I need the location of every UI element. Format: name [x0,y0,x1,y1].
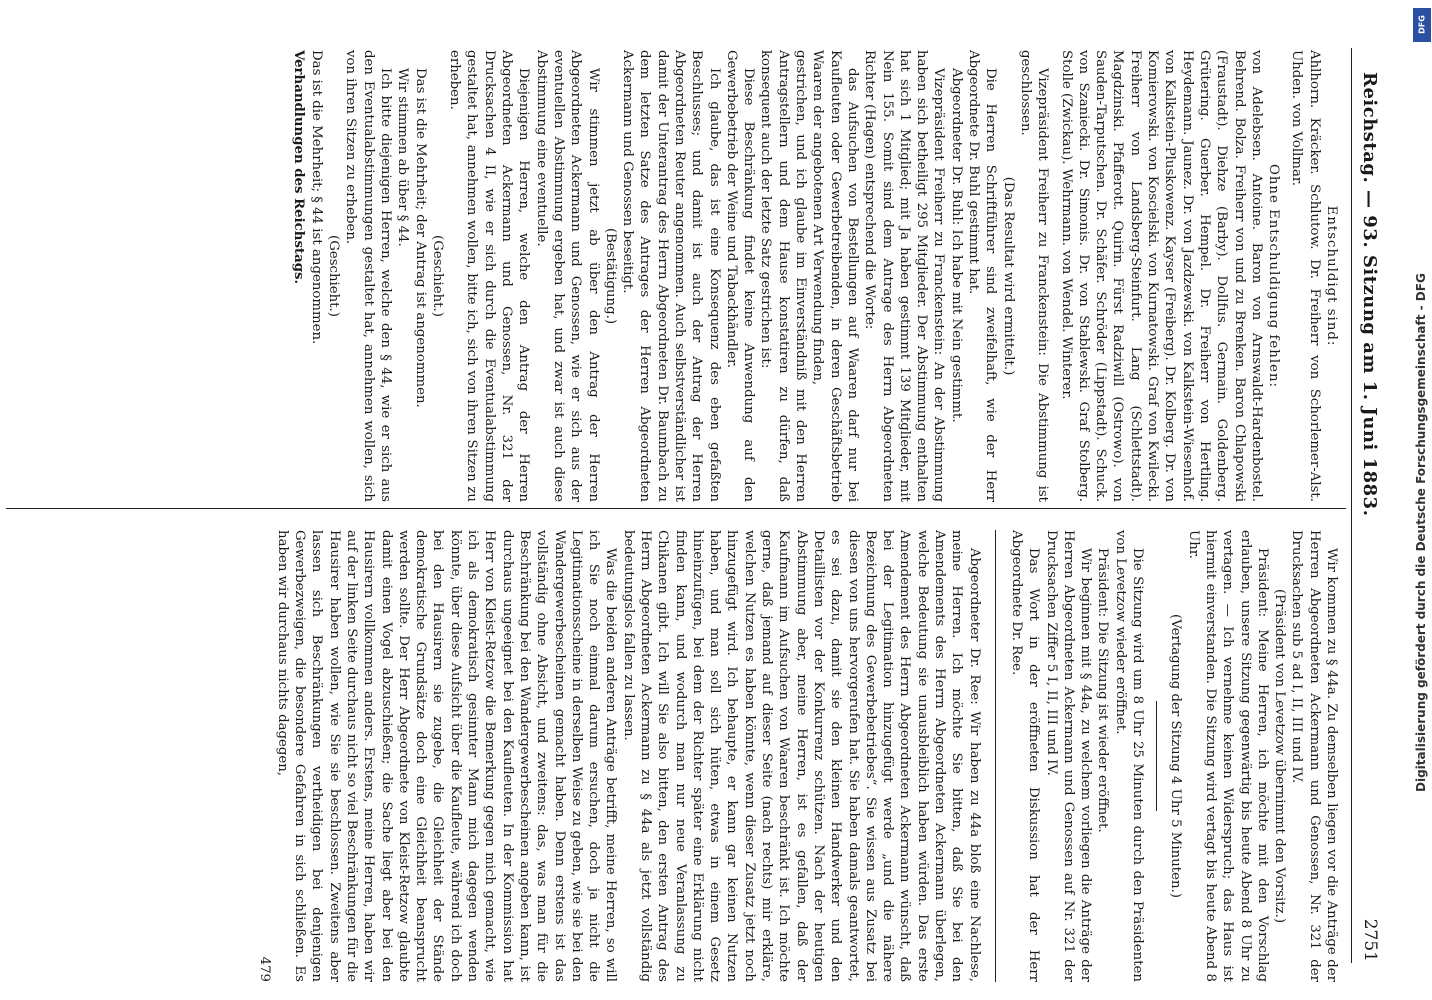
page-number: 2751 [1360,918,1380,962]
absent-heading: Ohne Entschuldigung fehlen: [1266,163,1282,389]
stage-direction: (Geschieht.) [326,235,342,317]
paragraph: Das ist die Mehrheit; § 44 ist angenommen. [308,50,324,345]
signature-mark: 479 [257,956,273,982]
paragraph: Die Sitzung wird um 8 Uhr 25 Minuten durch den Präsidenten von Levetzow wieder eröffnet. [1112,530,1146,982]
paragraph: Diejenigen Herren, welche den Antrag der Herren Abgeordneten Ackermann und Genossen, Nr. 321 der Drucksachen 4 II, wie er sich durch die Eventualabstimmung gestaltet hat, annehmen wollen, bitte ich, sich von ihren Sitzen zu erheben. [447,50,532,502]
paragraph: Was die beiden anderen Anträge betrifft, meine Herren, so will ich Sie noch einmal darum ersuchen, doch ja nicht die Legitimationsscheine in derselben Weise zu geben, wie sie bei den Wandergewerbescheinen gemacht haben. Denn erstens ist das vollständig ohne Absicht, und zweitens: das, was man für die Beschränkung bei den Wandergewerbescheinen angeben kann, ist durchaus ungeeignet bei den Kaufleuten. In der Kommission hat Herr von Kleist-Retzow die Bemerkung gegen mich gemacht, wie ich als demokratisch gesinnter Mann mich dagegen wenden könnte, über diese Aufsicht über die Kaufleute, während ich doch bei den Hausirern sie zugebe, die Gleichheit der Stände demokratische Grundsätze doch eine Gleichheit beansprucht werden sollte. Der Herr Abgeordnete von Kleist-Retzow glaubte damit einen Vogel abzuschießen; die Sache liegt aber bei den Hausirern vollkommen anders. Erstens, meine Herren, haben wir auf der linken Seite durchaus nicht so viel Beschränkungen für die Hausirer haben wollen, wie Sie sie beschlossen. Zweitens aber lassen sich Beschränkungen vertheidigen bei denjenigen Gewerbezweigen, die besondere Gefahren in sich schließen. Es haben wir durchaus nichts dagegen, [274,530,619,982]
paragraph: Vizepräsident Freiherr zu Franckenstein: An der Abstimmung haben sich betheiligt 295 Mitglieder. Der Abstimmung enthalten hat sich 1 Mitglied; mit Ja haben gestimmt 139 Mitglieder, mit Nein 155. Somit sind dem Antrage des Herrn Abgeordneten Richter (Hagen) entsprechend die Worte: [862,50,947,502]
stage-direction: (Das Resultat wird ermittelt.) [1000,176,1016,376]
left-column [10,50,1340,502]
paragraph: Wir kommen zu § 44a. Zu demselben liegen vor die Anträge der Herren Abgeordneten Ackermann und Genossen, Nr. 321 der Drucksachen sub 5 ad I, II, III und IV. [1289,530,1339,982]
right-column [10,530,1340,982]
header-rule [1351,48,1352,963]
header-title: Reichstag. — 93. Sitzung am 1. Juni 1883. [1359,72,1380,517]
paragraph: Ich bitte diejenigen Herren, welche den § 44, wie er sich aus den Eventualabstimmungen gestaltet hat, annehmen wollen, sich von ihren Sitzen zu erheben. [343,50,393,502]
dfg-logo-text: DFG [1417,15,1427,34]
stage-direction: (Geschieht.) [429,235,445,317]
excused-names: Ahlhorn. Kräcker. Schlutow. Dr. Freiherr von Schorlemer-Alst. Uhden. von Vollmar. [1289,50,1322,502]
paragraph: Die Herren Schriftführer sind zweifelhaft, wie der Herr Abgeordnete Dr. Buhl gestimmt hat. [966,50,999,502]
stage-direction: (Bestätigung.) [602,227,618,325]
section-rule [1156,701,1157,811]
paragraph: Wir stimmen ab über § 44. [395,68,411,247]
paragraph: Vizepräsident Freiherr zu Franckenstein: Die Abstimmung ist geschlossen. [1017,50,1051,502]
running-header [1354,72,1384,962]
paragraph: Wir beginnen mit § 44a, zu welchem vorliegen die Anträge der Herren Abgeordneten Ackermann und Genossen auf Nr. 321 der Drucksachen Ziffer 5 I, II, III und IV. [1043,530,1094,982]
stage-direction: (Vertagung der Sitzung 4 Uhr 5 Minuten.) [1168,614,1184,898]
paragraph: Abgeordneter Dr. Buhl: Ich habe mit Nein gestimmt. [948,68,964,423]
credit-text: Digitalisierung gefördert durch die Deutsche Forschungsgemeinschaft - DFG [1414,273,1428,792]
paragraph: gestrichen, und ich glaube im Einverständniß mit den Herren Antragstellern und dem Hause konstatiren zu dürfen, daß konsequent auch der letzte Satz gestrichen ist: [758,50,809,502]
quoted-text: Diese Beschränkung findet keine Anwendung auf den Gewerbebetrieb der Weine und Tabackhändler. [723,50,757,502]
dfg-logo [1413,8,1431,42]
column-divider [6,508,1346,509]
section-rule [995,530,996,982]
digitization-credit [1410,0,1432,1000]
excused-heading: Entschuldigt sind: [1324,205,1339,347]
paragraph: Das ist die Mehrheit; der Antrag ist angenommen. [412,68,428,408]
page-footer: Verhandlungen des Reichstags. [291,50,307,285]
paragraph: Abgeordneter Dr. Ree: Wir haben zu 44a bloß eine Nachlese, meine Herren. Ich möchte Sie bitten, daß Sie bei den Amendements des Herrn Abgeordneten Ackermann überlegen, welche Bedeutung sie unausbleiblich haben würden. Das erste Amendement des Herrn Abgeordneten Ackermann wünscht, daß bei der Legitimation hinzugefügt werde „und die nähere Bezeichnung des Gewerbebetriebes“. Sie wissen aus Zusatz bei diesen von uns hervorgerufen hat. Sie haben damals geantwortet, es sei dazu, damit sie den kleinen Handwerker und den Detaillisten vor der Konkurrenz schützen. Nach der heutigen Abstimmung aber, meine Herren, ist es gefallen, daß der Kaufmann im Aufsuchen von Waaren beschränkt ist. Ich möchte gerne, daß jemand auf dieser Seite (nach rechts) mir erkläre, welchen Nutzen es haben könnte, wenn dieser Zusatz jetzt noch hinzugefügt wird. Ich behaupte, er kann gar keinen Nutzen haben, und man soll sich hüten, etwas in einem Gesetz hineinzufügen, bei dem der Richter später eine Erklärung nicht finden kann, und wodurch man nur neue Veranlassung zu Chikanen gibt. Ich will Sie also bitten, den ersten Antrag des Herrn Abgeordneten Ackermann zu § 44a als jetzt vollständig bedeutungslos fallen zu lassen. [620,530,982,982]
absent-names: von Adelebsen. Antoine. Baron von Arnswaldt-Hardenbostel. Behrend. Bolza. Freiherr von und zu Brenken. Baron Chlapowski (Fraustadt). Diehze (Barby). Dollfus. Germain. Goldenberg. Grütering. Guerber. Hempel. Dr. Freiherr von Hertling. Heydemann. Jaunez. Dr. von Jazdzewski. von Kalkstein-Wiesenhof. von Kalkstein-Pluskowenz. Kayser (Freiberg). Dr. Kolberg. Dr. von Komierowski. von Koscielski. von Kurnatowski. Graf von Kwilecki. Freiherr von Landsberg-Steinfurt. Lang (Schlettstadt). Magdzinski. Pfafferott. Quirin. Fürst Radziwill (Ostrowo). von Sauden-Tarputschen. Dr. Schäfer. Schröder (Lippstadt). Schuck. von Szaniecki. Dr. Simonis. Dr. von Stablewski. Graf Stolberg. Stolle (Zwickau). Wehrmann. von Wendel. Winterer. [1058,50,1264,502]
paragraph: Wir stimmen jetzt ab über den Antrag der Herren Abgeordneten Ackermann und Genossen, wie er sich aus der eventuellen Abstimmung ergeben hat, und zwar ist auch diese Abstimmung eine eventuelle. [533,50,601,502]
paragraph: Das Wort in der eröffneten Diskussion hat der Herr Abgeordnete Dr. Ree. [1008,530,1042,982]
paragraph: Ich glaube, das ist eine Konsequenz des eben gefaßten Beschlusses; und damit ist auch der Antrag der Herren Abgeordneten Reuter angenommen. Auch selbstverständlicher ist damit der Unterantrag des Herrn Abgeordneten Dr. Baumbach zu dem letzten Satze des Antrages der Herren Abgeordneten Ackermann und Genossen beseitigt. [620,50,722,502]
stage-direction: (Präsident von Levetzow übernimmt den Vorsitz.) [1272,588,1288,924]
quoted-text: das Aufsuchen von Bestellungen auf Waaren darf nur bei Kaufleuten oder Gewerbetreibenden, in deren Geschäftsbetrieb Waaren der angebotenen Art Verwendung finden, [810,50,860,502]
paragraph: Präsident: Die Sitzung ist wieder eröffnet. [1095,548,1111,833]
paragraph: Präsident: Meine Herren, ich möchte mit den Vorschlag erlauben, unsere Sitzung gegenwärtig bis heute Abend 8 Uhr zu vertagen. — Ich vernehme keinen Widerspruch; das Haus ist hiermit einverstanden. Die Sitzung wird vertagt bis heute Abend 8 Uhr. [1185,530,1270,982]
